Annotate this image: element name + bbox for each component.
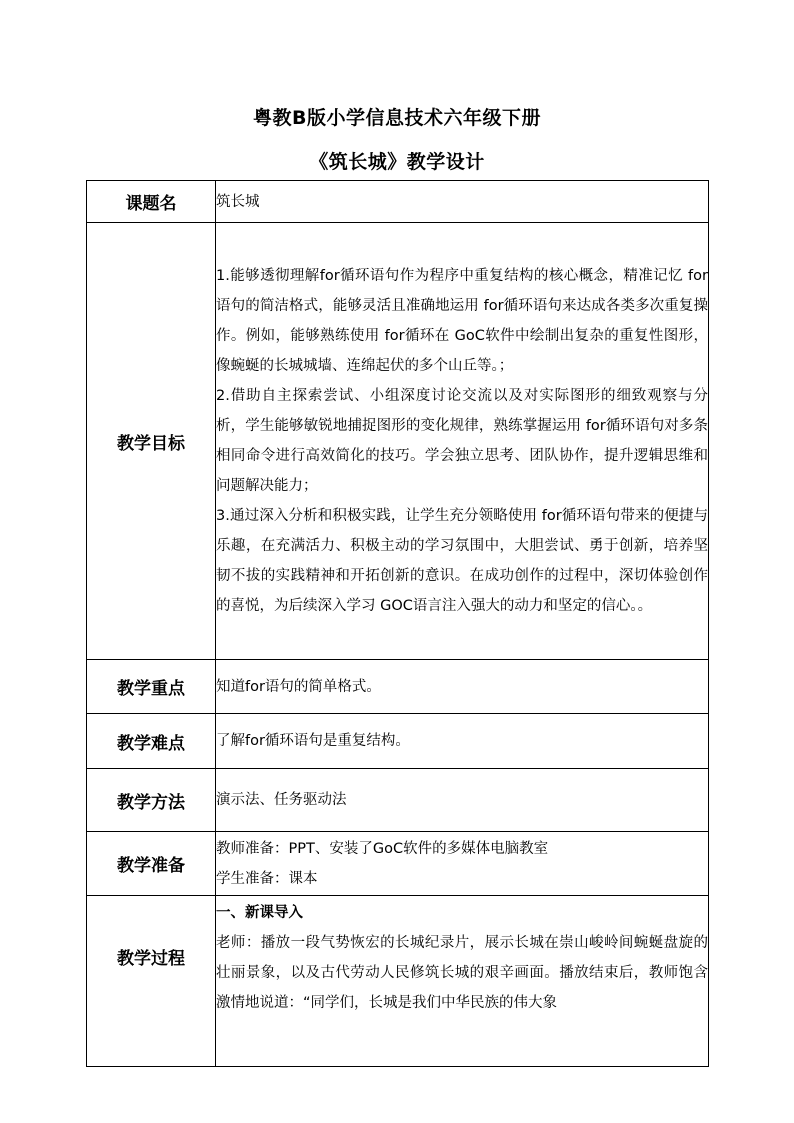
table-row-key-points <box>87 660 709 714</box>
student-preparation: 学生准备：课本 <box>216 870 318 887</box>
methods-value: 演示法、任务驱动法 <box>216 769 709 832</box>
table-row-topic <box>87 181 709 223</box>
table-row-preparation <box>87 832 709 896</box>
goal-item: 2.借助自主探索尝试、小组深度讨论交流以及对实际图形的细致观察与分析，学生能够敏锐地捕捉图形的变化规律，熟练掌握运用 for循环语句对多条相同命令进行高效简化的技巧。学会独立思考、团队协作，提升逻辑思维和问题解决能力； <box>216 388 708 494</box>
lesson-plan-table <box>86 180 709 1067</box>
goal-item: 1.能够透彻理解for循环语句作为程序中重复结构的核心概念，精准记忆 for语句的简洁格式，能够灵活且准确地运用 for循环语句来达成各类多次重复操作。例如，能够熟练使用 for循环在 GoC软件中绘制出复杂的重复性图形，像蜿蜒的长城城墙、连绵起伏的多个山丘等。； <box>216 268 708 374</box>
row-label-topic: 课题名 <box>87 181 216 223</box>
process-content <box>216 896 709 1067</box>
row-label-process: 教学过程 <box>87 896 216 1067</box>
row-label-difficulties: 教学难点 <box>87 714 216 769</box>
goals-content <box>216 223 709 660</box>
row-label-key-points: 教学重点 <box>87 660 216 714</box>
teacher-preparation: 教师准备：PPT、安装了GoC软件的多媒体电脑教室 <box>216 840 549 857</box>
topic-value: 筑长城 <box>216 181 709 223</box>
process-text: 老师：播放一段气势恢宏的长城纪录片，展示长城在崇山峻岭间蜿蜒盘旋的壮丽景象，以及古代劳动人民修筑长城的艰辛画面。播放结束后，教师饱含激情地说道：“同学们，长城是我们中华民族的伟大象 <box>216 935 708 1011</box>
row-label-methods: 教学方法 <box>87 769 216 832</box>
row-label-goals: 教学目标 <box>87 223 216 660</box>
preparation-content <box>216 832 709 896</box>
row-label-preparation: 教学准备 <box>87 832 216 896</box>
goal-item: 3.通过深入分析和积极实践，让学生充分领略使用 for循环语句带来的便捷与乐趣，在充满活力、积极主动的学习氛围中，大胆尝试、勇于创新，培养坚韧不拔的实践精神和开拓创新的意识。在成功创作的过程中，深切体验创作的喜悦，为后续深入学习 GOC语言注入强大的动力和坚定的信心。。 <box>216 508 708 614</box>
table-row-methods <box>87 769 709 832</box>
table-row-goals <box>87 223 709 660</box>
difficulties-value: 了解for循环语句是重复结构。 <box>216 714 709 769</box>
table-row-process <box>87 896 709 1067</box>
document-title: 粤教B版小学信息技术六年级下册 <box>253 107 541 129</box>
key-points-value: 知道for语句的简单格式。 <box>216 660 709 714</box>
table-row-difficulties <box>87 714 709 769</box>
document-subtitle: 《筑长城》教学设计 <box>309 151 485 173</box>
process-section-title: 一、新课导入 <box>216 905 303 921</box>
